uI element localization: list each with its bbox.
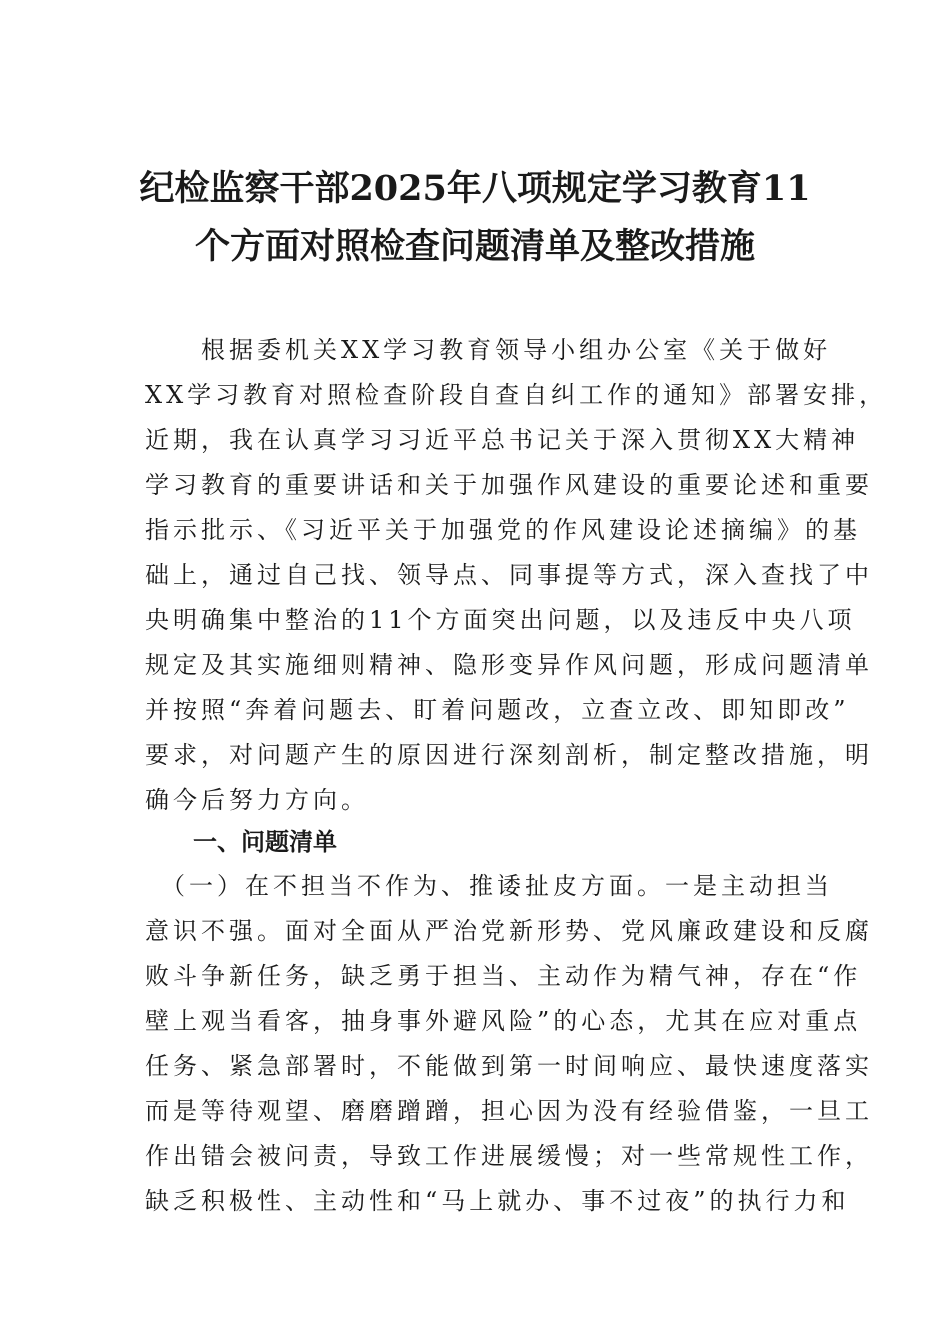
text-line: 而是等待观望、磨磨蹭蹭，担心因为没有经验借鉴，一旦工 bbox=[145, 1097, 873, 1125]
text-line: 根据委机关XX学习教育领导小组办公室《关于做好 bbox=[145, 336, 832, 364]
text-line: 指示批示、《习近平关于加强党的作风建设论述摘编》的基 bbox=[145, 516, 861, 544]
text-line: 并按照“奔着问题去、盯着问题改，立查立改、即知即改” bbox=[145, 696, 850, 724]
text-line: 确今后努力方向。 bbox=[145, 786, 369, 814]
text-line: 学习教育的重要讲话和关于加强作风建设的重要论述和重要 bbox=[145, 471, 873, 499]
text-line: 作出错会被问责，导致工作进展缓慢；对一些常规性工作， bbox=[145, 1142, 873, 1170]
text-line: XX学习教育对照检查阶段自查自纠工作的通知》部署安排， bbox=[145, 381, 888, 409]
text-line: 败斗争新任务，缺乏勇于担当、主动作为精气神，存在“作 bbox=[145, 962, 862, 990]
text-line: 意识不强。面对全面从严治党新形势、党风廉政建设和反腐 bbox=[145, 917, 873, 945]
text-line: 央明确集中整治的11个方面突出问题，以及违反中央八项 bbox=[145, 606, 856, 634]
text-line: 规定及其实施细则精神、隐形变异作风问题，形成问题清单 bbox=[145, 651, 873, 679]
text-line: 壁上观当看客，抽身事外避风险”的心态，尤其在应对重点 bbox=[145, 1007, 862, 1035]
intro-paragraph bbox=[145, 328, 888, 823]
text-line: 近期，我在认真学习习近平总书记关于深入贯彻XX大精神 bbox=[145, 426, 860, 454]
text-line: 础上，通过自己找、领导点、同事提等方式，深入查找了中 bbox=[145, 561, 873, 589]
section-heading: 一、问题清单 bbox=[193, 828, 337, 856]
title-line: 纪检监察干部2025年八项规定学习教育11 bbox=[139, 168, 811, 209]
document-title bbox=[120, 160, 830, 276]
title-line: 个方面对照检查问题清单及整改措施 bbox=[194, 226, 755, 267]
section1-paragraph bbox=[145, 864, 873, 1224]
text-line: 任务、紧急部署时，不能做到第一时间响应、最快速度落实 bbox=[145, 1052, 873, 1080]
text-line: 要求，对问题产生的原因进行深刻剖析，制定整改措施，明 bbox=[145, 741, 873, 769]
text-line: 缺乏积极性、主动性和“马上就办、事不过夜”的执行力和 bbox=[145, 1187, 850, 1215]
text-line: （一）在不担当不作为、推诿扯皮方面。一是主动担当 bbox=[145, 872, 833, 900]
